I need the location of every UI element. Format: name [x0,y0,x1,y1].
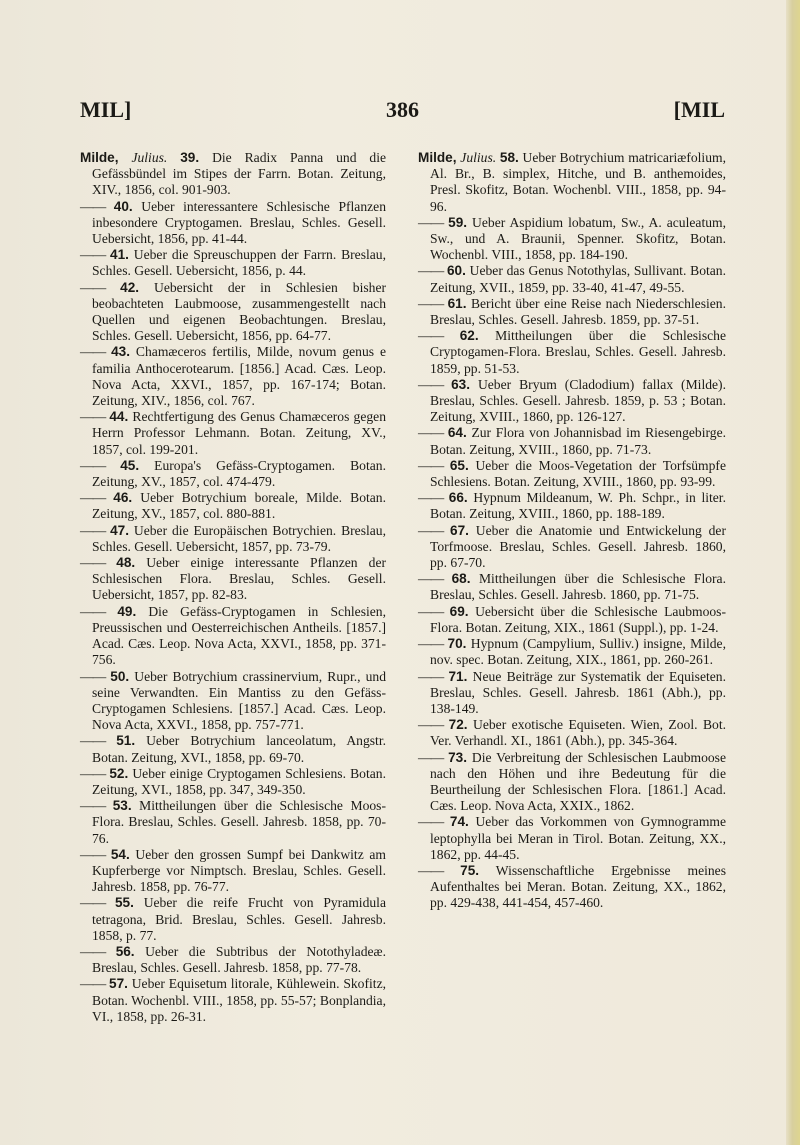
left-column [80,150,386,1025]
entry-ditto-dash: —— [418,376,444,392]
entry-ditto-dash: —— [418,263,444,279]
entry-ditto-dash: —— [80,943,106,959]
entry-text: Zur Flora von Johannisbad im Riesengebirge. Botan. Zeitung, XVIII., 1860, pp. 71-73. [430,425,726,457]
entry-text: Ueber interessantere Schlesische Pflanzen inbesondere Cryptogamen. Breslau, Schles. Gesell. Uebersicht, 1856, pp. 41-44. [92,198,386,247]
entry-text: Chamæceros fertilis, Milde, novum genus e familia Anthocerotearum. [1856.] Acad. Cæs. Leop. Nova Acta, XXVI., 1857, pp. 167-174; Botan. Zeitung, XIV., 1856, col. 767. [92,344,386,409]
entry-number: 52. [109,765,129,781]
entry-ditto-dash: —— [80,279,106,295]
entry-text: Ueber die Anatomie und Entwickelung der Torfmoose. Breslau, Schles. Gesell. Jahresb. 1860, pp. 67-70. [430,522,726,571]
entry-ditto-dash: —— [418,717,444,733]
bibliography-entry [418,717,726,749]
entry-text: Uebersicht über die Schlesische Laubmoos-Flora. Botan. Zeitung, XIX., 1861 (Suppl.), pp. 1-24. [430,603,726,635]
entry-number: 61. [447,295,467,311]
entry-text: Ueber das Genus Notothylas, Sullivant. Botan. Zeitung, XVII., 1859, pp. 33-40, 41-47, 49-55. [430,263,726,295]
entry-number: 44. [109,409,129,425]
bibliography-entry [80,944,386,976]
entry-ditto-dash: —— [418,457,444,473]
entry-ditto-dash: —— [80,846,106,862]
entry-ditto-dash: —— [80,895,106,911]
entry-number: 69. [449,603,469,619]
entry-author: Milde, [418,150,457,165]
bibliography-entry [418,377,726,426]
entry-number: 59. [448,214,468,230]
entry-number: 62. [459,328,479,344]
entry-text: Neue Beiträge zur Systematik der Equiseten. Breslau, Schles. Gesell. Jahresb. 1861 (Abh.), pp. 138-149. [430,668,726,716]
entry-ditto-dash: —— [418,749,444,765]
entry-text: Ueber das Vorkommen von Gymnogramme leptophylla bei Meran in Tirol. Botan. Zeitung, XX., 1862, pp. 44-45. [430,814,726,862]
entry-number: 66. [448,490,468,506]
entry-ditto-dash: —— [80,198,106,214]
entry-ditto-dash: —— [80,457,106,473]
entry-text: Hypnum (Campylium, Sulliv.) insigne, Milde, nov. spec. Botan. Zeitung, XIX., 1861, pp. 260-261. [430,636,726,668]
entry-number: 70. [447,636,467,652]
entry-number: 65. [449,457,469,473]
entry-number: 67. [450,522,469,538]
bibliography-entry [418,636,726,668]
entry-author-firstname: Julius. [460,150,497,165]
entry-ditto-dash: —— [80,555,106,571]
entry-text: Ueber die Spreuschuppen der Farrn. Breslau, Schles. Gesell. Uebersicht, 1856, p. 44. [92,247,386,279]
bibliography-entry [80,766,386,798]
header-right: [MIL [673,97,725,122]
entry-text: Mittheilungen über die Schlesische Cryptogamen-Flora. Breslau, Schles. Gesell. Jahresb. 1859, pp. 51-53. [430,328,726,376]
entry-ditto-dash: —— [80,522,106,538]
entry-number: 73. [448,749,467,765]
bibliography-entry [418,814,726,863]
entry-text: Uebersicht der in Schlesien bisher beobachteten Laubmoose, zusammengestellt nach Quellen und eigenen Beobachtungen. Breslau, Schles. Gesell. Uebersicht, 1856, pp. 64-77. [92,279,386,344]
entry-text: Die Gefäss-Cryptogamen in Schlesien, Preussischen und Oesterreichischen Antheils. [1857.] Acad. Cæs. Leop. Nova Acta, XXVI., 1858, pp. 371-756. [92,603,386,668]
entry-text: Ueber die Moos-Vegetation der Torfsümpfe Schlesiens. Botan. Zeitung, XVIII., 1860, pp. 93-99. [430,457,726,490]
entry-ditto-dash: —— [80,765,106,781]
entry-text: Hypnum Mildeanum, W. Ph. Schpr., in liter. Botan. Zeitung, XVIII., 1860, pp. 188-189. [430,490,726,522]
entry-number: 43. [111,344,131,360]
entry-ditto-dash: —— [418,295,444,311]
bibliography-entry [80,458,386,490]
bibliography-entry [418,604,726,636]
bibliography-entry [80,409,386,458]
entry-ditto-dash: —— [80,603,106,619]
bibliography-entry [418,150,726,215]
bibliography-entry [80,247,386,279]
entry-ditto-dash: —— [418,814,444,830]
entry-text: Ueber die Subtribus der Notothyladeæ. Breslau, Schles. Gesell. Jahresb. 1858, pp. 77-78. [92,943,386,976]
entry-text: Ueber die reife Frucht von Pyramidula tetragona, Brid. Breslau, Schles. Gesell. Jahresb. 1858, p. 77. [92,895,386,943]
entry-number: 57. [109,976,128,992]
entry-ditto-dash: —— [80,733,106,749]
entry-number: 49. [117,603,137,619]
bibliography-entry [80,733,386,765]
entry-ditto-dash: —— [80,344,106,360]
running-header [80,97,725,123]
entry-number: 75. [460,862,480,878]
bibliography-entry [80,604,386,669]
entry-text: Ueber Equisetum litorale, Kühlewein. Skofitz, Botan. Wochenbl. VIII., 1858, pp. 55-57; Bonplandia, VI., 1858, pp. 26-31. [92,976,386,1024]
entry-number: 64. [447,425,467,441]
entry-text: Ueber Botrychium crassinervium, Rupr., und seine Verwandten. Ein Mantiss zu den Gefäss-Cryptogamen Schlesiens. [1857.] Acad. Cæs. Leop. Nova Acta, XXVI., 1858, pp. 757-771. [92,668,386,733]
entry-number: 56. [115,943,135,959]
bibliography-entry [80,895,386,944]
entry-text: Ueber den grossen Sumpf bei Dankwitz am Kupferberge vor Nimptsch. Breslau, Schles. Gesell. Jahresb. 1858, pp. 76-77. [92,846,386,895]
page-edge [786,0,800,1145]
entry-number: 63. [451,376,471,392]
entry-ditto-dash: —— [418,490,444,506]
bibliography-entry [418,328,726,377]
bibliography-entry [80,976,386,1025]
entry-number: 47. [110,522,129,538]
bibliography-entry [418,458,726,490]
bibliography-entry [418,523,726,572]
entry-number: 40. [113,198,133,214]
entry-ditto-dash: —— [80,976,106,992]
header-left: MIL] [80,97,132,122]
bibliography-entry [418,669,726,718]
entry-text: Ueber Aspidium lobatum, Sw., A. aculeatum, Sw., und A. Braunii, Spenner. Skofitz, Botan. Wochenbl. VIII., 1858, pp. 184-190. [430,214,726,263]
entry-text: Bericht über eine Reise nach Niederschlesien. Breslau, Schles. Gesell. Jahresb. 1859, pp. 37-51. [430,295,726,328]
entry-text: Ueber Bryum (Cladodium) fallax (Milde). Breslau, Schles. Gesell. Jahresb. 1859, p. 53 ; Botan. Zeitung, XVIII., 1860, pp. 126-127. [430,376,726,425]
bibliography-entry [418,263,726,295]
bibliography-entry [80,150,386,199]
entry-text: Ueber einige interessante Pflanzen der Schlesischen Flora. Breslau, Schles. Gesell. Uebersicht, 1857, pp. 82-83. [92,555,387,603]
entry-ditto-dash: —— [418,603,444,619]
entry-number: 46. [113,490,133,506]
entry-text: Ueber Botrychium lanceolatum, Angstr. Botan. Zeitung, XVI., 1858, pp. 69-70. [92,733,386,765]
entry-text: Wissenschaftliche Ergebnisse meines Aufenthaltes bei Meran. Botan. Zeitung, XX., 1862, pp. 429-438, 441-454, 457-460. [430,862,727,911]
entry-number: 72. [448,717,468,733]
entry-text: Ueber Botrychium boreale, Milde. Botan. Zeitung, XV., 1857, col. 880-881. [92,490,386,522]
entry-ditto-dash: —— [80,409,106,425]
entry-text: Rechtfertigung des Genus Chamæceros gegen Herrn Professor Lehmann. Botan. Zeitung, XV., 1857, col. 199-201. [92,409,386,457]
entry-text: Die Radix Panna und die Gefässbündel im Stipes der Farrn. Botan. Zeitung, XIV., 1856, col. 901-903. [92,150,387,198]
bibliography-entry [80,798,386,847]
entry-number: 42. [120,279,140,295]
entry-number: 51. [116,733,136,749]
bibliography-entry [418,490,726,522]
entry-ditto-dash: —— [418,571,444,587]
page-number: 386 [386,97,419,122]
entry-number: 39. [180,150,200,165]
bibliography-entry [80,555,386,604]
bibliography-entry [80,199,386,248]
entry-ditto-dash: —— [418,522,444,538]
entry-ditto-dash: —— [80,247,106,263]
entry-ditto-dash: —— [418,214,444,230]
bibliography-entry [418,750,726,815]
entry-number: 71. [448,668,468,684]
entry-number: 54. [110,846,130,862]
bibliography-entry [418,215,726,264]
entry-author: Milde, [80,150,119,165]
bibliography-entry [80,523,386,555]
entry-number: 53. [112,798,132,814]
entry-number: 55. [115,895,134,911]
entry-ditto-dash: —— [418,862,444,878]
entry-text: Die Verbreitung der Schlesischen Laubmoose nach den Höhen und ihre Bedeutung für die Beurtheilung der Schlesischen Flora. [1861.] Acad. Cæs. Leop. Nova Acta, XXIX., 1862. [430,749,726,814]
entry-text: Ueber exotische Equiseten. Wien, Zool. Bot. Ver. Verhandl. XI., 1861 (Abh.), pp. 345-364. [430,717,726,749]
entry-text: Mittheilungen über die Schlesische Moos-Flora. Breslau, Schles. Gesell. Jahresb. 1858, pp. 70-76. [92,798,386,846]
entry-number: 50. [110,668,130,684]
entry-ditto-dash: —— [418,668,444,684]
entry-author-firstname: Julius. [131,150,168,165]
entry-number: 48. [116,555,136,571]
entry-ditto-dash: —— [80,798,106,814]
entry-number: 68. [451,571,471,587]
entry-text: Ueber Botrychium matricariæfolium, Al. Br., B. simplex, Hitche, und B. anthemoides, Presl. Skofitz, Botan. Wochenbl. VIII., 1858, pp. 94-96. [430,150,726,214]
entry-text: Ueber einige Cryptogamen Schlesiens. Botan. Zeitung, XVI., 1858, pp. 347, 349-350. [92,765,386,797]
entry-text: Mittheilungen über die Schlesische Flora. Breslau, Schles. Gesell. Jahresb. 1860, pp. 71-75. [430,571,726,603]
bibliography-entry [418,863,726,912]
entry-number: 45. [120,457,140,473]
entry-number: 60. [446,263,466,279]
entry-ditto-dash: —— [418,328,444,344]
bibliography-entry [418,425,726,457]
entry-ditto-dash: —— [80,490,106,506]
bibliography-entry [80,344,386,409]
entry-text: Europa's Gefäss-Cryptogamen. Botan. Zeitung, XV., 1857, col. 474-479. [92,457,386,490]
right-column [418,150,726,912]
entry-number: 74. [449,814,469,830]
bibliography-entry [80,490,386,522]
entry-ditto-dash: —— [80,668,106,684]
bibliography-entry [418,571,726,603]
entry-number: 58. [499,150,519,165]
bibliography-entry [80,280,386,345]
bibliography-entry [80,847,386,896]
entry-text: Ueber die Europäischen Botrychien. Breslau, Schles. Gesell. Uebersicht, 1857, pp. 73-79. [92,522,386,554]
entry-number: 41. [110,247,129,263]
bibliography-entry [418,296,726,328]
bibliography-entry [80,669,386,734]
entry-ditto-dash: —— [418,636,444,652]
entry-ditto-dash: —— [418,425,444,441]
